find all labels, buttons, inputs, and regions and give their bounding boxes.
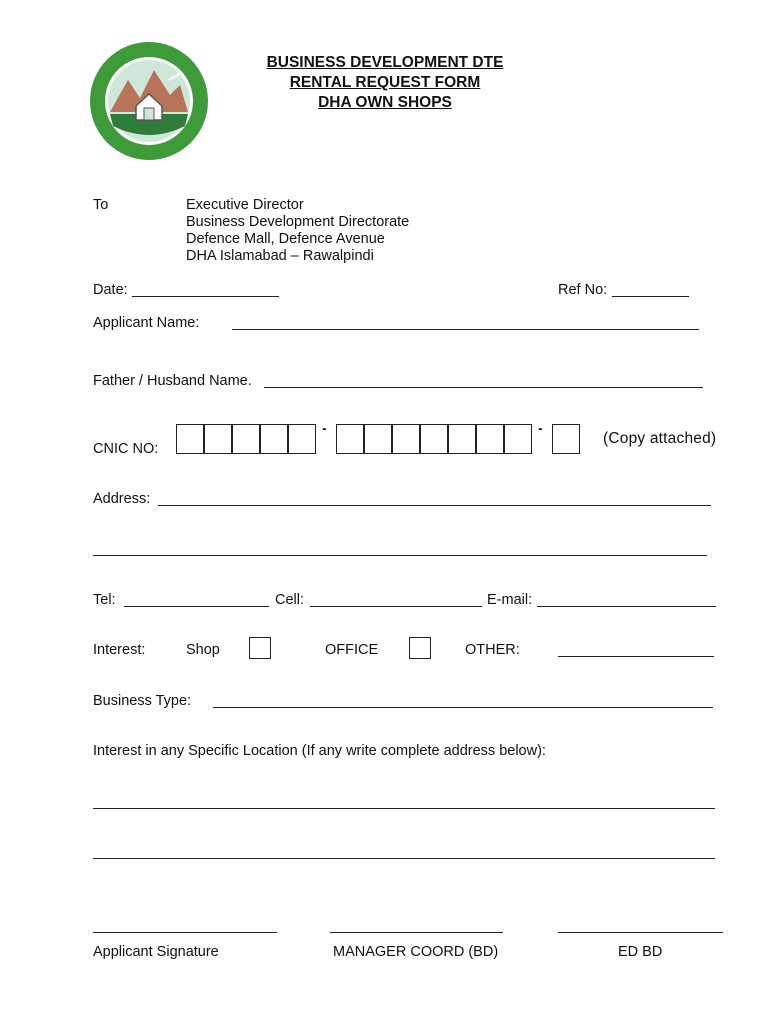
dha-logo (88, 40, 210, 162)
ref-no-field[interactable] (612, 296, 689, 297)
business-type-label: Business Type: (93, 693, 192, 709)
cnic-digit-box[interactable] (260, 424, 288, 454)
cnic-digit-box[interactable] (504, 424, 532, 454)
cnic-digit-box[interactable] (204, 424, 232, 454)
cnic-digit-box[interactable] (420, 424, 448, 454)
cnic-digit-box[interactable] (448, 424, 476, 454)
date-label: Date: (93, 282, 128, 298)
office-label: OFFICE (325, 642, 379, 658)
interest-label: Interest: (93, 642, 146, 658)
shop-label: Shop (186, 642, 220, 658)
to-label: To (93, 197, 109, 213)
form-title-line-2: RENTAL REQUEST FORM (289, 74, 481, 91)
cnic-label: CNIC NO: (93, 441, 159, 457)
ref-no-label: Ref No: (558, 282, 608, 298)
address-field-line-1[interactable] (158, 505, 711, 506)
email-field[interactable] (537, 606, 716, 607)
address-label: Address: (93, 491, 151, 507)
other-label: OTHER: (465, 642, 520, 658)
applicant-name-label: Applicant Name: (93, 315, 200, 331)
addressee-line-3: Defence Mall, Defence Avenue (186, 231, 385, 247)
addressee-line-4: DHA Islamabad – Rawalpindi (186, 248, 374, 264)
cnic-digit-box[interactable] (288, 424, 316, 454)
shop-checkbox[interactable] (249, 637, 271, 659)
cell-field[interactable] (310, 606, 482, 607)
cnic-copy-note: (Copy attached) (603, 430, 717, 447)
email-label: E-mail: (487, 592, 533, 608)
cnic-dash: - (322, 420, 327, 436)
applicant-signature-line[interactable] (93, 932, 277, 933)
specific-location-field-line-2[interactable] (93, 858, 715, 859)
father-husband-name-field[interactable] (264, 387, 703, 388)
cnic-dash: - (538, 420, 543, 436)
cell-label: Cell: (275, 592, 305, 608)
tel-field[interactable] (124, 606, 269, 607)
ed-bd-label: ED BD (618, 944, 663, 960)
cnic-digit-box[interactable] (364, 424, 392, 454)
cnic-boxes[interactable] (176, 420, 594, 454)
cnic-digit-box[interactable] (176, 424, 204, 454)
manager-signature-line[interactable] (330, 932, 503, 933)
dha-seal-icon (88, 40, 210, 162)
form-title-line-1: BUSINESS DEVELOPMENT DTE (266, 54, 504, 71)
applicant-name-field[interactable] (232, 329, 699, 330)
addressee-line-2: Business Development Directorate (186, 214, 410, 230)
cnic-digit-box[interactable] (392, 424, 420, 454)
applicant-signature-label: Applicant Signature (93, 944, 219, 960)
other-field[interactable] (558, 656, 714, 657)
cnic-digit-box[interactable] (552, 424, 580, 454)
office-checkbox[interactable] (409, 637, 431, 659)
specific-location-field-line-1[interactable] (93, 808, 715, 809)
date-field[interactable] (132, 296, 279, 297)
cnic-digit-box[interactable] (336, 424, 364, 454)
manager-coord-label: MANAGER COORD (BD) (333, 944, 499, 960)
cnic-digit-box[interactable] (476, 424, 504, 454)
ed-signature-line[interactable] (558, 932, 723, 933)
address-field-line-2[interactable] (93, 555, 707, 556)
cnic-digit-box[interactable] (232, 424, 260, 454)
tel-label: Tel: (93, 592, 116, 608)
business-type-field[interactable] (213, 707, 713, 708)
specific-location-label: Interest in any Specific Location (If any write complete address below): (93, 743, 546, 759)
father-husband-name-label: Father / Husband Name. (93, 373, 252, 389)
addressee-line-1: Executive Director (186, 197, 304, 213)
form-title-line-3: DHA OWN SHOPS (318, 94, 452, 111)
